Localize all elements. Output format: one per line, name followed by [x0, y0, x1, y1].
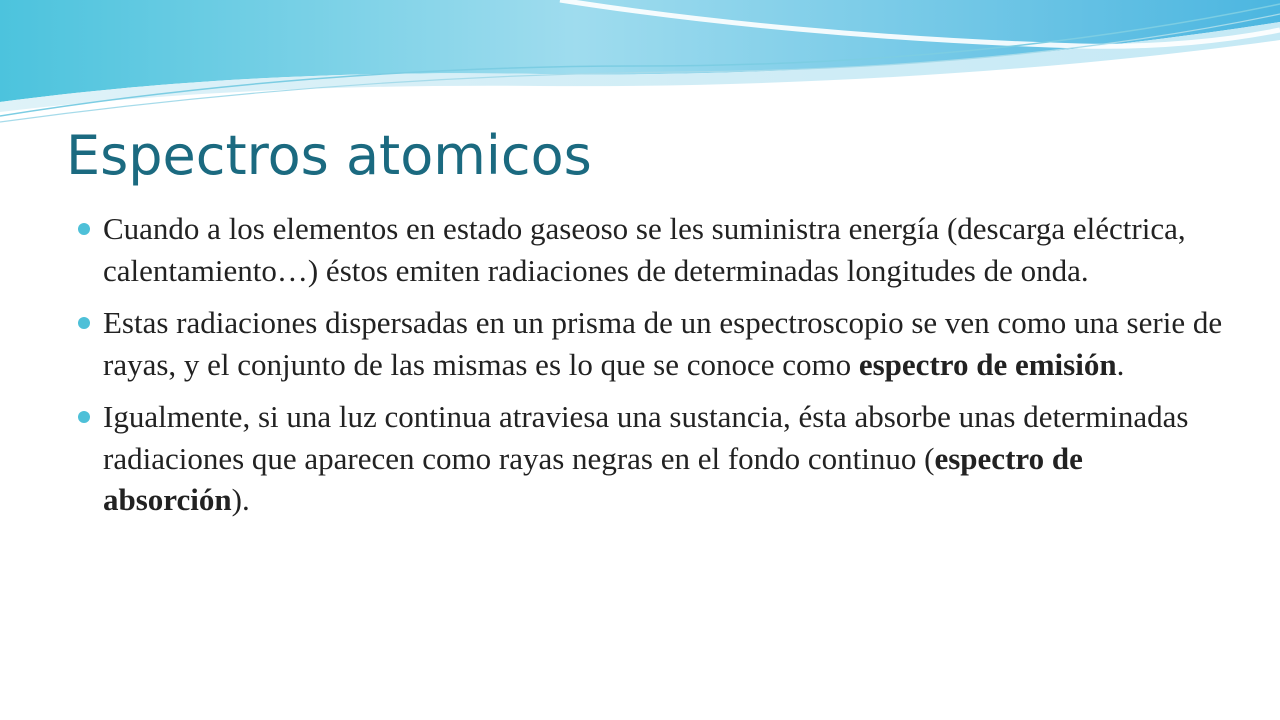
bullet-text: Igualmente, si una luz continua atraviesa una sustancia, ésta absorbe unas determinadas radiaciones que aparecen como rayas negras en el fondo continuo (: [103, 399, 1189, 476]
bullet-text-end: .: [1116, 346, 1125, 382]
bullet-dot-icon: [78, 411, 90, 423]
bullet-text-end: ).: [231, 482, 250, 517]
bullet-item: [78, 396, 1228, 521]
bullet-bold-term: espectro de absorción: [103, 440, 1083, 517]
slide-title: Espectros atomicos: [66, 124, 592, 187]
bullet-text: Estas radiaciones dispersadas en un prisma de un espectroscopio se ven como una serie de rayas, y el conjunto de las mismas es lo que se conoce como: [103, 305, 1223, 382]
header-wave-decoration: [0, 0, 1280, 130]
bullet-text: Cuando a los elementos en estado gaseoso se les suministra energía (descarga eléctrica, calentamiento…) éstos emiten radiaciones de determinadas longitudes de onda.: [103, 211, 1186, 288]
bullet-list: [78, 208, 1228, 532]
bullet-dot-icon: [78, 317, 90, 329]
bullet-item: [78, 208, 1228, 291]
bullet-dot-icon: [78, 223, 90, 235]
bullet-bold-term: espectro de emisión: [858, 346, 1117, 382]
bullet-item: [78, 302, 1228, 385]
